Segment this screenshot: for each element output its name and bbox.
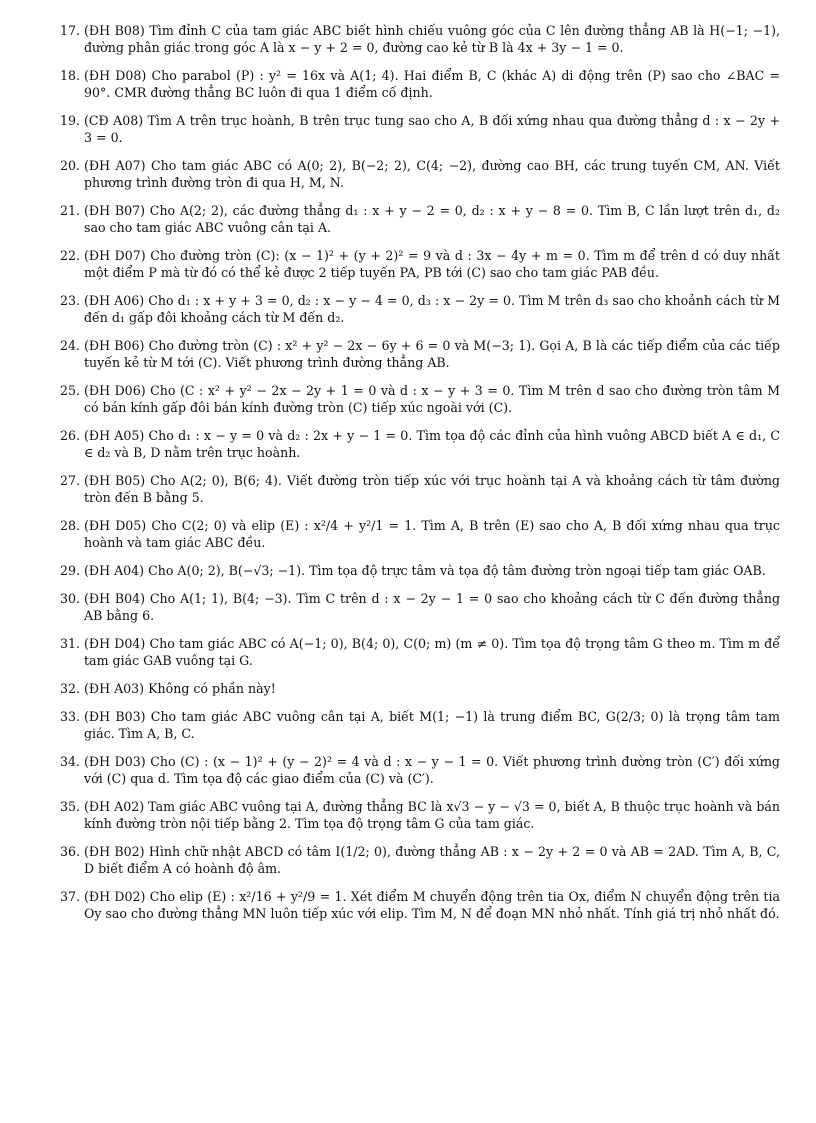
problem-number: 30. xyxy=(59,591,80,606)
problem-26 xyxy=(59,427,780,461)
problem-text: (ĐH B08) Tìm đỉnh C của tam giác ABC biết hình chiếu vuông góc của C lên đường thẳng AB là H(−1; −1), đường phân giác trong góc A là x − y + 2 = 0, đường cao kẻ từ B là 4x + 3y − 1 = 0. xyxy=(84,23,780,55)
problem-33 xyxy=(59,708,780,742)
problem-17 xyxy=(59,22,780,56)
problem-number: 28. xyxy=(59,518,80,533)
problem-number: 32. xyxy=(59,681,80,696)
problem-30 xyxy=(59,590,780,624)
problem-text: (ĐH D03) Cho (C) : (x − 1)² + (y − 2)² = 4 và d : x − y − 1 = 0. Viết phương trình đường tròn (C′) đối xứng với (C) qua d. Tìm tọa độ các giao điểm của (C) và (C′). xyxy=(84,754,780,786)
problem-36 xyxy=(59,843,780,877)
problem-text: (ĐH B05) Cho A(2; 0), B(6; 4). Viết đường tròn tiếp xúc với trục hoành tại A và khoảng cách từ tâm đường tròn đến B bằng 5. xyxy=(84,473,780,505)
problem-text: (ĐH D07) Cho đường tròn (C): (x − 1)² + (y + 2)² = 9 và d : 3x − 4y + m = 0. Tìm m để trên d có duy nhất một điểm P mà từ đó có thể kẻ được 2 tiếp tuyến PA, PB tới (C) sao cho tam giác PAB đều. xyxy=(84,248,780,280)
problem-29 xyxy=(59,562,780,579)
problem-32 xyxy=(59,680,780,697)
problem-24 xyxy=(59,337,780,371)
problem-35 xyxy=(59,798,780,832)
problem-text: (ĐH A05) Cho d₁ : x − y = 0 và d₂ : 2x + y − 1 = 0. Tìm tọa độ các đỉnh của hình vuông ABCD biết A ∈ d₁, C ∈ d₂ và B, D nằm trên trục hoành. xyxy=(84,428,780,460)
problem-28 xyxy=(59,517,780,551)
problem-number: 31. xyxy=(59,636,80,651)
problem-text: (ĐH A03) Không có phần này! xyxy=(84,681,276,696)
problem-31 xyxy=(59,635,780,669)
problem-20 xyxy=(59,157,780,191)
problem-text: (CĐ A08) Tìm A trên trục hoành, B trên trục tung sao cho A, B đối xứng nhau qua đường thẳng d : x − 2y + 3 = 0. xyxy=(84,113,780,145)
problem-number: 33. xyxy=(59,709,80,724)
problem-27 xyxy=(59,472,780,506)
problem-number: 23. xyxy=(59,293,80,308)
problem-number: 17. xyxy=(59,23,80,38)
problem-34 xyxy=(59,753,780,787)
problem-text: (ĐH D08) Cho parabol (P) : y² = 16x và A(1; 4). Hai điểm B, C (khác A) di động trên (P) sao cho ∠BAC = 90°. CMR đường thẳng BC luôn đi qua 1 điểm cố định. xyxy=(84,68,780,100)
problem-number: 20. xyxy=(59,158,80,173)
problem-number: 22. xyxy=(59,248,80,263)
problem-number: 37. xyxy=(59,889,80,904)
problem-number: 18. xyxy=(59,68,80,83)
problem-19 xyxy=(59,112,780,146)
problem-number: 21. xyxy=(59,203,80,218)
problem-text: (ĐH D02) Cho elip (E) : x²/16 + y²/9 = 1. Xét điểm M chuyển động trên tia Ox, điểm N chuyển động trên tia Oy sao cho đường thẳng MN luôn tiếp xúc với elip. Tìm M, N để đoạn MN nhỏ nhất. Tính giá trị nhỏ nhất đó. xyxy=(84,889,780,921)
problem-number: 24. xyxy=(59,338,80,353)
problem-text: (ĐH D06) Cho (C : x² + y² − 2x − 2y + 1 = 0 và d : x − y + 3 = 0. Tìm M trên d sao cho đường tròn tâm M có bán kính gấp đôi bán kính đường tròn (C) tiếp xúc ngoài với (C). xyxy=(84,383,780,415)
problem-22 xyxy=(59,247,780,281)
problem-text: (ĐH B04) Cho A(1; 1), B(4; −3). Tìm C trên d : x − 2y − 1 = 0 sao cho khoảng cách từ C đến đường thẳng AB bằng 6. xyxy=(84,591,780,623)
problem-text: (ĐH D05) Cho C(2; 0) và elip (E) : x²/4 + y²/1 = 1. Tìm A, B trên (E) sao cho A, B đối xứng nhau qua trục hoành và tam giác ABC đều. xyxy=(84,518,780,550)
problem-number: 34. xyxy=(59,754,80,769)
problem-number: 35. xyxy=(59,799,80,814)
problem-text: (ĐH A04) Cho A(0; 2), B(−√3; −1). Tìm tọa độ trực tâm và tọa độ tâm đường tròn ngoại tiếp tam giác OAB. xyxy=(84,563,766,578)
problem-18 xyxy=(59,67,780,101)
problem-text: (ĐH A07) Cho tam giác ABC có A(0; 2), B(−2; 2), C(4; −2), đường cao BH, các trung tuyến CM, AN. Viết phương trình đường tròn đi qua H, M, N. xyxy=(84,158,780,190)
problem-23 xyxy=(59,292,780,326)
problem-text: (ĐH B02) Hình chữ nhật ABCD có tâm I(1/2; 0), đường thẳng AB : x − 2y + 2 = 0 và AB = 2AD. Tìm A, B, C, D biết điểm A có hoành độ âm. xyxy=(84,844,780,876)
problem-text: (ĐH B06) Cho đường tròn (C) : x² + y² − 2x − 6y + 6 = 0 và M(−3; 1). Gọi A, B là các tiếp điểm của các tiếp tuyến kẻ từ M tới (C). Viết phương trình đường thẳng AB. xyxy=(84,338,780,370)
problem-number: 27. xyxy=(59,473,80,488)
problem-text: (ĐH B03) Cho tam giác ABC vuông cân tại A, biết M(1; −1) là trung điểm BC, G(2/3; 0) là trọng tâm tam giác. Tìm A, B, C. xyxy=(84,709,780,741)
problem-number: 36. xyxy=(59,844,80,859)
problem-number: 26. xyxy=(59,428,80,443)
problem-text: (ĐH A06) Cho d₁ : x + y + 3 = 0, d₂ : x − y − 4 = 0, d₃ : x − 2y = 0. Tìm M trên d₃ sao cho khoảnh cách từ M đến d₁ gấp đôi khoảng cách từ M đến d₂. xyxy=(84,293,780,325)
problem-number: 19. xyxy=(59,113,80,128)
problem-text: (ĐH B07) Cho A(2; 2), các đường thẳng d₁ : x + y − 2 = 0, d₂ : x + y − 8 = 0. Tìm B, C lần lượt trên d₁, d₂ sao cho tam giác ABC vuông cân tại A. xyxy=(84,203,780,235)
problem-37 xyxy=(59,888,780,922)
problem-25 xyxy=(59,382,780,416)
problem-21 xyxy=(59,202,780,236)
problem-text: (ĐH D04) Cho tam giác ABC có A(−1; 0), B(4; 0), C(0; m) (m ≠ 0). Tìm tọa độ trọng tâm G theo m. Tìm m để tam giác GAB vuông tại G. xyxy=(84,636,780,668)
problem-number: 29. xyxy=(59,563,80,578)
problem-text: (ĐH A02) Tam giác ABC vuông tại A, đường thẳng BC là x√3 − y − √3 = 0, biết A, B thuộc trục hoành và bán kính đường tròn nội tiếp bằng 2. Tìm tọa độ trọng tâm G của tam giác. xyxy=(84,799,780,831)
problem-number: 25. xyxy=(59,383,80,398)
